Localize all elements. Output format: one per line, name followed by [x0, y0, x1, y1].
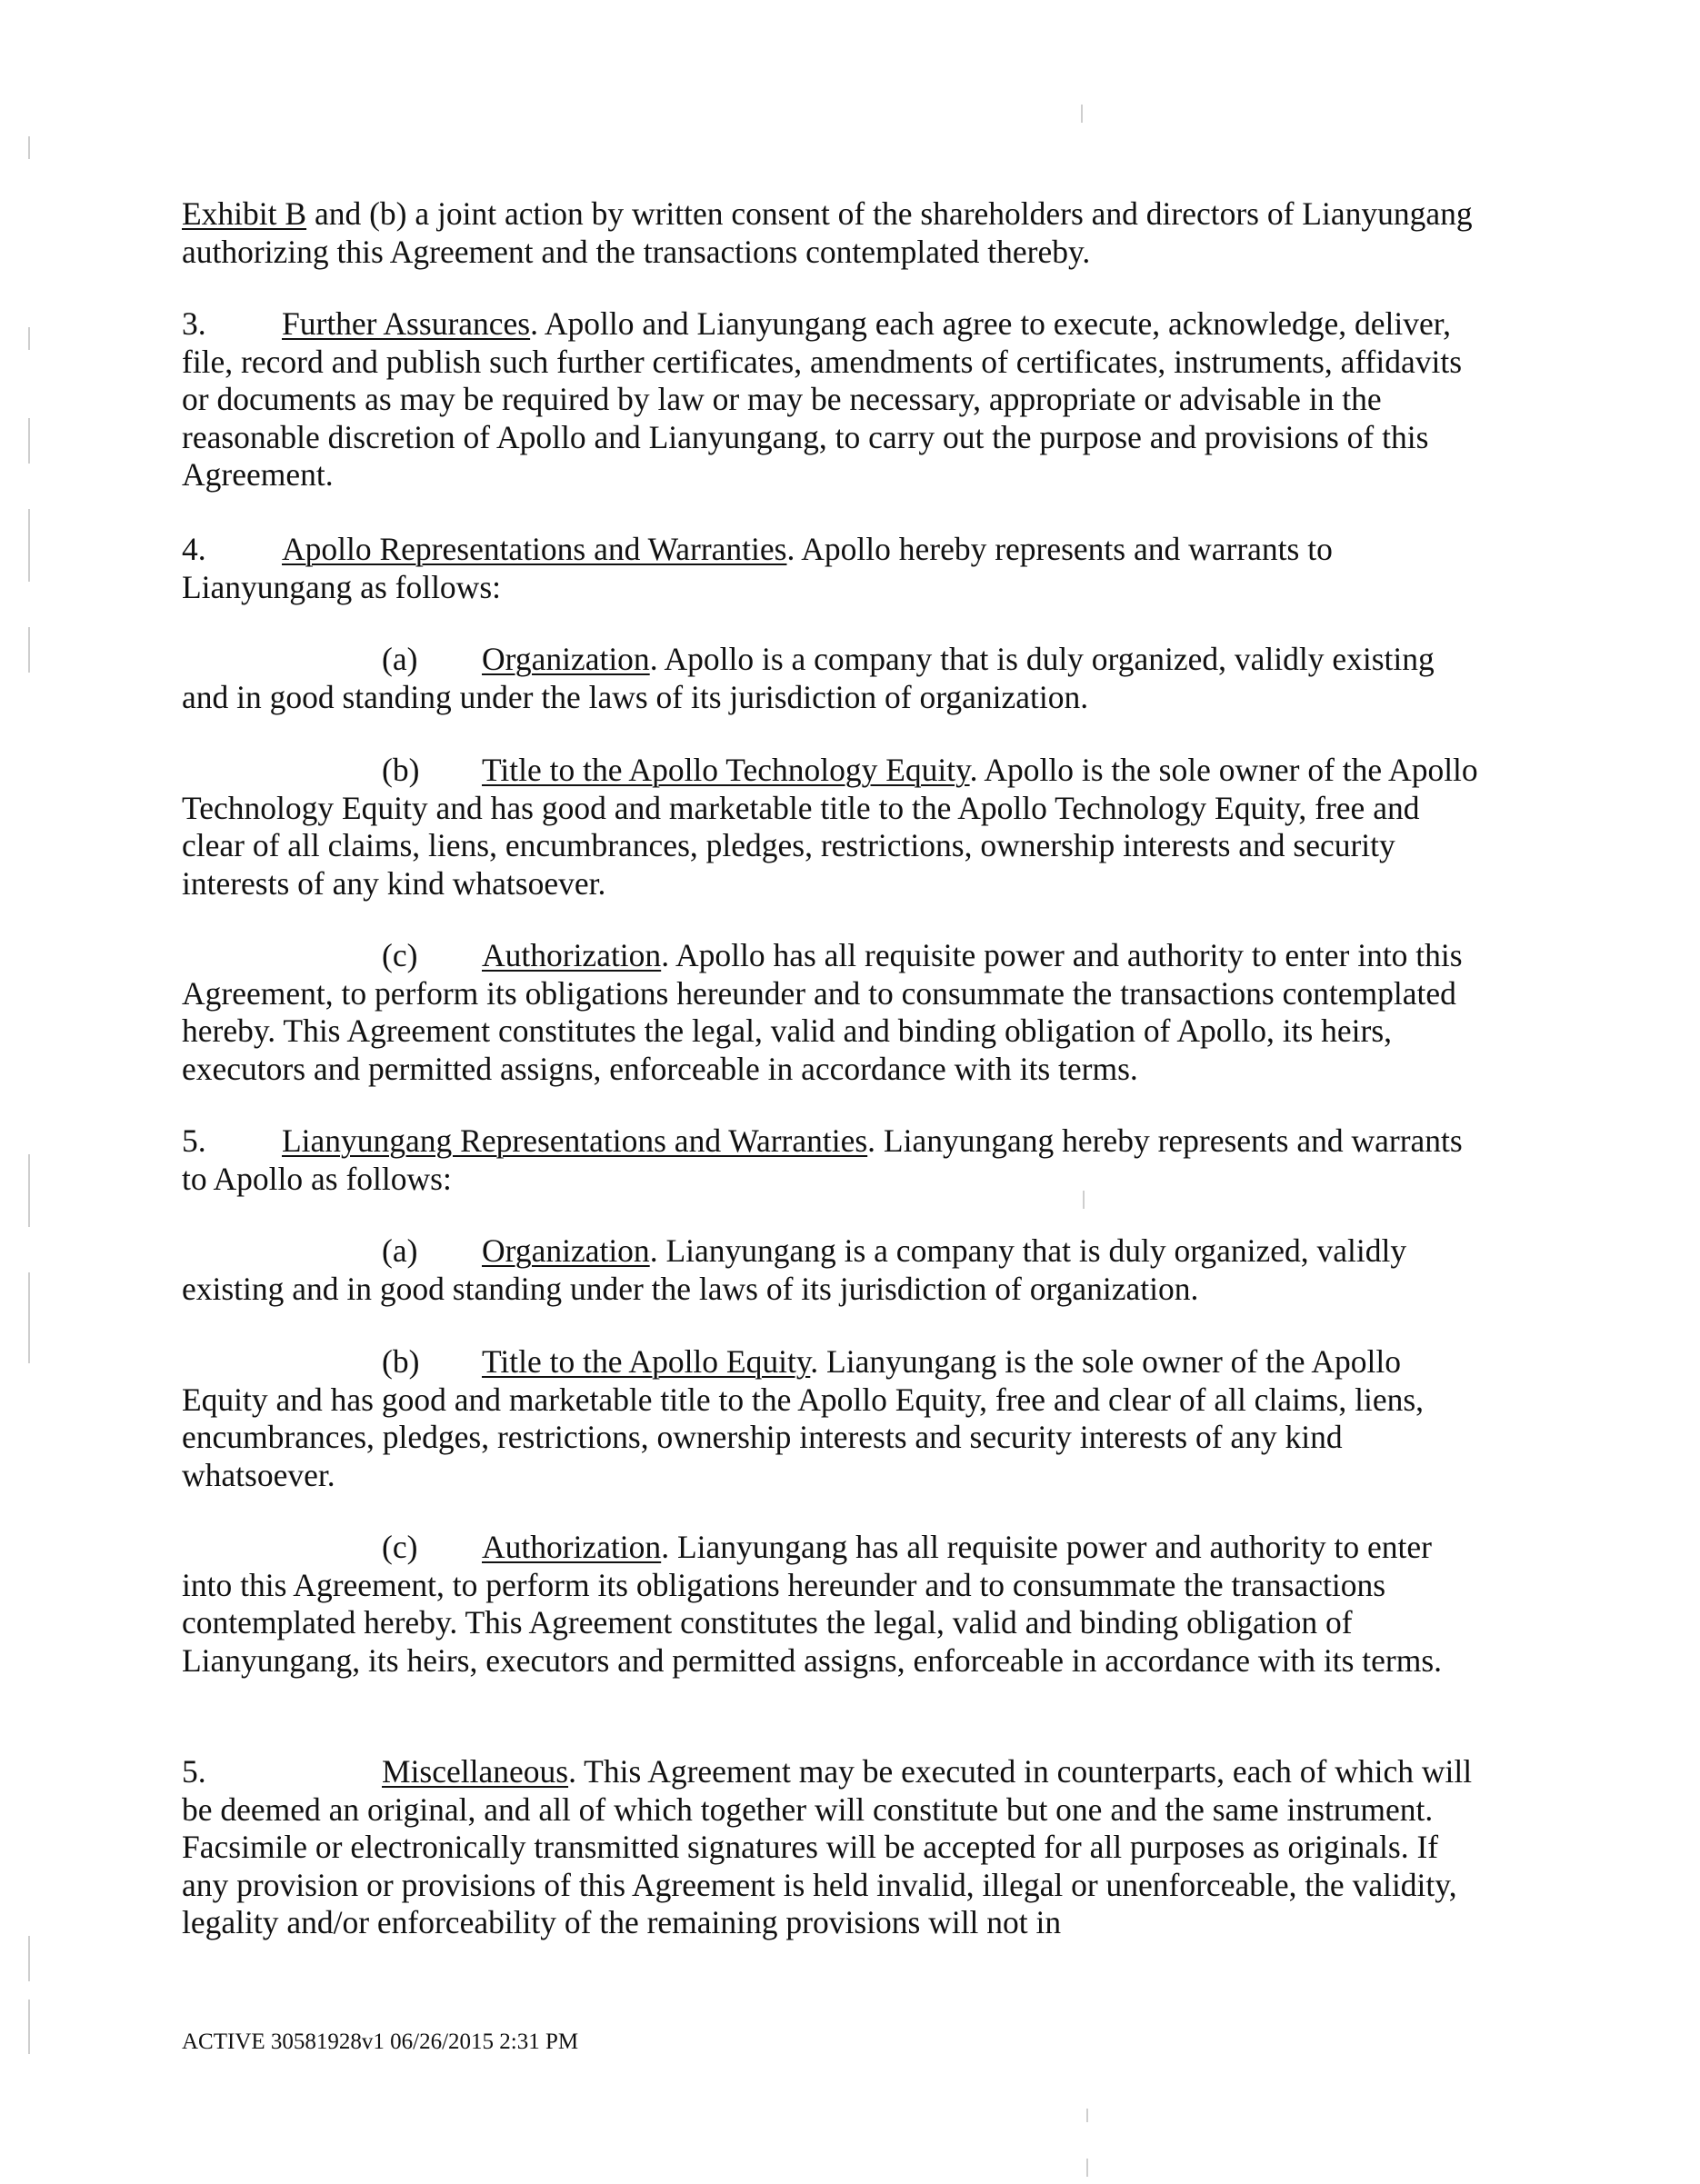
exhibit-b-link: Exhibit B — [182, 195, 307, 232]
section-number: 5. — [182, 1122, 206, 1159]
section-number: 3. — [182, 305, 206, 342]
subsection-text: . Apollo is a company that is duly organized, validly existing and in good standing under the laws of its jurisdiction of organization. — [182, 641, 1435, 715]
document-footer-id: ACTIVE 30581928v1 06/26/2015 2:31 PM — [182, 2029, 579, 2054]
subsection-label: (a) — [382, 1232, 418, 1269]
section-text: . Apollo and Lianyungang each agree to execute, acknowledge, deliver, file, record and publish such further certificates, amendments of certificates, instruments, affidavits or documents as may be required by law or may be necessary, appropriate or advisable in the reasonable discretion of Apollo and Lianyungang, to carry out the purpose and provisions of this Agreement. — [182, 305, 1463, 493]
subsection-label: (b) — [382, 752, 420, 788]
section-4-apollo-representations — [182, 531, 1482, 606]
subsection-5c-authorization — [182, 1529, 1482, 1680]
subsection-4c-authorization — [182, 937, 1482, 1088]
section-number: 4. — [182, 531, 206, 567]
section-miscellaneous — [182, 1753, 1482, 1942]
paragraph-text: and (b) a joint action by written consent of the shareholders and directors of Lianyungang authorizing this Agreement and the transactions contemplated thereby. — [182, 195, 1473, 270]
subsection-4b-title — [182, 752, 1482, 903]
section-heading: Lianyungang Representations and Warranties — [282, 1122, 868, 1159]
section-heading: Miscellaneous — [382, 1753, 569, 1790]
subsection-text: . Lianyungang is the sole owner of the Apollo Equity and has good and marketable title to the Apollo Equity, free and clear of all claims, liens, encumbrances, pledges, restrictions, ownership interests and security interests of any kind whatsoever. — [182, 1343, 1425, 1493]
subsection-4a-organization — [182, 641, 1482, 716]
subsection-heading: Organization — [482, 641, 650, 677]
subsection-label: (a) — [382, 641, 418, 677]
subsection-label: (b) — [382, 1343, 420, 1380]
subsection-heading: Title to the Apollo Equity — [482, 1343, 811, 1380]
section-heading: Further Assurances — [282, 305, 531, 342]
subsection-5a-organization — [182, 1232, 1482, 1308]
subsection-text: . Apollo is the sole owner of the Apollo Technology Equity and has good and marketable title to the Apollo Technology Equity, free and clear of all claims, liens, encumbrances, pledges, restrictions, ownership interests and security interests of any kind whatsoever. — [182, 752, 1478, 902]
section-5-lianyungang-representations — [182, 1122, 1482, 1198]
section-text: . Apollo hereby represents and warrants to Lianyungang as follows: — [182, 531, 1333, 605]
subsection-label: (c) — [382, 937, 418, 973]
subsection-5b-title — [182, 1343, 1482, 1494]
subsection-heading: Authorization — [482, 937, 662, 973]
section-text: . Lianyungang hereby represents and warrants to Apollo as follows: — [182, 1122, 1463, 1197]
section-number: 5. — [182, 1753, 206, 1790]
subsection-heading: Authorization — [482, 1529, 662, 1565]
section-3-further-assurances — [182, 305, 1482, 494]
subsection-text: . Lianyungang has all requisite power and authority to enter into this Agreement, to perform its obligations hereunder and to consummate the transactions contemplated hereby. This Agreement constitutes the legal, valid and binding obligation of Lianyungang, its heirs, executors and permitted assigns, enforceable in accordance with its terms. — [182, 1529, 1443, 1679]
subsection-text: . Apollo has all requisite power and authority to enter into this Agreement, to perform its obligations hereunder and to consummate the transactions contemplated hereby. This Agreement constitutes the legal, valid and binding obligation of Apollo, its heirs, executors and permitted assigns, enforceable in accordance with its terms. — [182, 937, 1463, 1087]
paragraph-exhibit-continuation — [182, 195, 1482, 271]
section-heading: Apollo Representations and Warranties — [282, 531, 787, 567]
subsection-label: (c) — [382, 1529, 418, 1565]
subsection-heading: Title to the Apollo Technology Equity — [482, 752, 970, 788]
section-text: . This Agreement may be executed in counterparts, each of which will be deemed an original, and all of which together will constitute but one and the same instrument. Facsimile or electronically transmitted signatures will be accepted for all purposes as originals. If any provision or provisions of this Agreement is held invalid, illegal or unenforceable, the validity, legality and/or enforceability of the remaining provisions will not in — [182, 1753, 1473, 1940]
subsection-text: . Lianyungang is a company that is duly organized, validly existing and in good standing under the laws of its jurisdiction of organization. — [182, 1232, 1407, 1307]
subsection-heading: Organization — [482, 1232, 650, 1269]
